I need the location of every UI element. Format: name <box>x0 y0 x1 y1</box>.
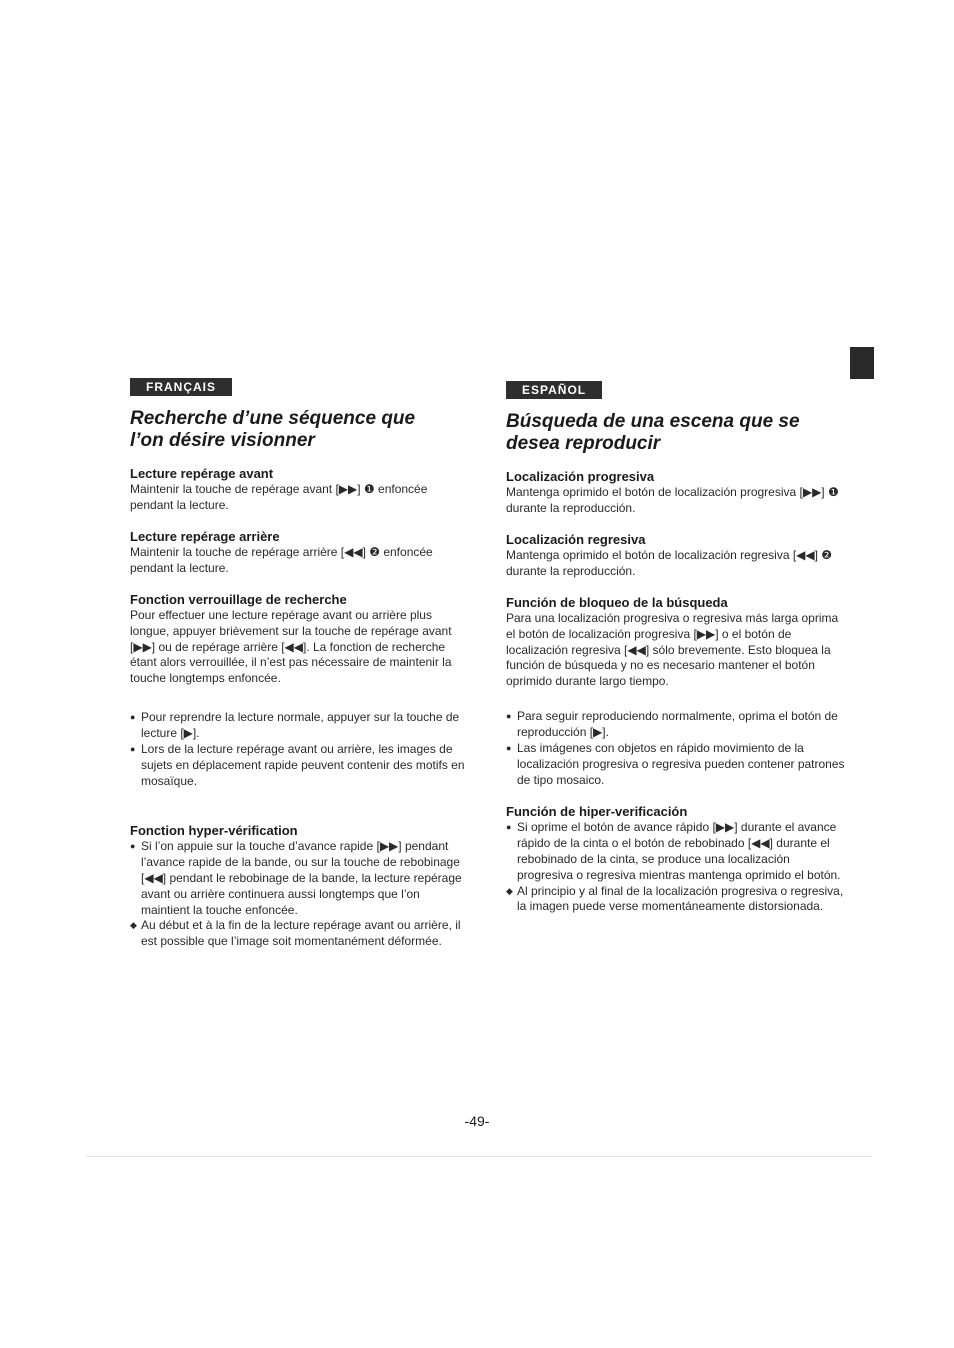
language-tag-french: FRANÇAIS <box>130 378 232 396</box>
list-item: ● Las imágenes con objetos en rápido movimiento de la localización progresiva o regresiva pueden contener patrones de tipo mosaico. <box>506 740 845 787</box>
fr-reverse-search-heading: Lecture repérage arrière <box>130 529 280 545</box>
french-title-line2: l’on désire visionner <box>130 430 315 451</box>
fr-search-lock-heading: Fonction verrouillage de recherche <box>130 592 347 608</box>
spanish-title-line1: Búsqueda de una escena que se <box>506 411 800 432</box>
spanish-title-line2: desea reproducir <box>506 433 661 454</box>
es-forward-search-heading: Localización progresiva <box>506 469 655 484</box>
es-search-lock-heading: Función de bloqueo de la búsqueda <box>506 595 728 611</box>
bullet-diamond-icon: ◆ <box>130 920 137 931</box>
bottom-divider <box>86 1156 872 1157</box>
fr-search-lock-text: Pour effectuer une lecture repérage avant ou arrière plus longue, appuyer brièvement sur la touche de repérage avant [▶▶] ou de repérage arrière [◀◀]. La fonction de recherche étant alors verrouillée, il n’est pas nécessaire de maintenir la touche longtemps enfoncée. <box>130 608 452 685</box>
es-hyper-check-heading: Función de hiper-verificación <box>506 804 688 820</box>
spanish-title <box>506 411 846 455</box>
french-title <box>130 408 470 452</box>
fr-forward-search-text: Maintenir la touche de repérage avant [▶▶] ❶ enfoncée pendant la lecture. <box>130 482 428 512</box>
es-notes-list <box>506 709 846 788</box>
section-edge-tab <box>850 347 874 379</box>
list-item: ◆ Al principio y al final de la localización progresiva o regresiva, la imagen puede verse momentáneamente distorsionada. <box>506 883 844 914</box>
bullet-dot-icon: ● <box>506 711 512 722</box>
fr-reverse-search-text: Maintenir la touche de repérage arrière [◀◀] ❷ enfoncée pendant la lecture. <box>130 545 433 575</box>
bullet-dot-icon: ● <box>506 822 512 833</box>
spanish-column <box>506 381 846 941</box>
fr-hyper-check-heading: Fonction hyper-vérification <box>130 823 298 839</box>
list-item: ● Si l’on appuie sur la touche d’avance rapide [▶▶] pendant l’avance rapide de la bande, ou sur la touche de rebobinage [◀◀] pendant le rebobinage de la bande, la lecture repérage avant ou arrière continuera aussi longtemps que l’on maintient la touche enfoncée. <box>130 839 462 917</box>
language-tag-spanish: ESPAÑOL <box>506 381 602 399</box>
es-reverse-search-heading: Localización regresiva <box>506 532 646 548</box>
french-column <box>130 378 470 976</box>
french-title-line1: Recherche d’une séquence que <box>130 408 416 429</box>
fr-notes-list <box>130 710 470 789</box>
list-item: ● Para seguir reproduciendo normalmente, oprima el botón de reproducción [▶]. <box>506 709 838 740</box>
list-item: ◆ Au début et à la fin de la lecture repérage avant ou arrière, il est possible que l’image soit momentanément déformée. <box>130 918 461 949</box>
fr-forward-search-heading: Lecture repérage avant <box>130 466 274 481</box>
list-item: ● Si oprime el botón de avance rápido [▶▶] durante el avance rápido de la cinta o el botón de rebobinado [◀◀] durante el rebobinado de la cinta, se produce una localización progresiva o regresiva mientras mantenga oprimido el botón. <box>506 820 841 882</box>
bullet-diamond-icon: ◆ <box>506 885 513 896</box>
es-search-lock-text: Para una localización progresiva o regresiva más larga oprima el botón de localización progresiva [▶▶] o el botón de localización regresiva [◀◀] sólo brevemente. Esto bloquea la función de búsqueda y no es necesario mantener el botón oprimido durante largo tiempo. <box>506 611 839 688</box>
es-forward-search-text: Mantenga oprimido el botón de localización progresiva [▶▶] ❶ durante la reproducción. <box>506 485 839 515</box>
es-reverse-search-text: Mantenga oprimido el botón de localización regresiva [◀◀] ❷ durante la reproducción. <box>506 548 833 578</box>
fr-hyper-check-list <box>130 839 470 950</box>
list-item: ● Pour reprendre la lecture normale, appuyer sur la touche de lecture [▶]. <box>130 710 460 741</box>
bullet-dot-icon: ● <box>130 743 136 754</box>
page-number: -49- <box>464 1113 490 1129</box>
es-hyper-check-list <box>506 820 846 915</box>
bullet-dot-icon: ● <box>506 742 512 753</box>
bullet-dot-icon: ● <box>130 712 136 723</box>
list-item: ● Lors de la lecture repérage avant ou arrière, les images de sujets en déplacement rapide peuvent contenir des motifs en mosaïque. <box>130 741 465 788</box>
bullet-dot-icon: ● <box>130 841 136 852</box>
